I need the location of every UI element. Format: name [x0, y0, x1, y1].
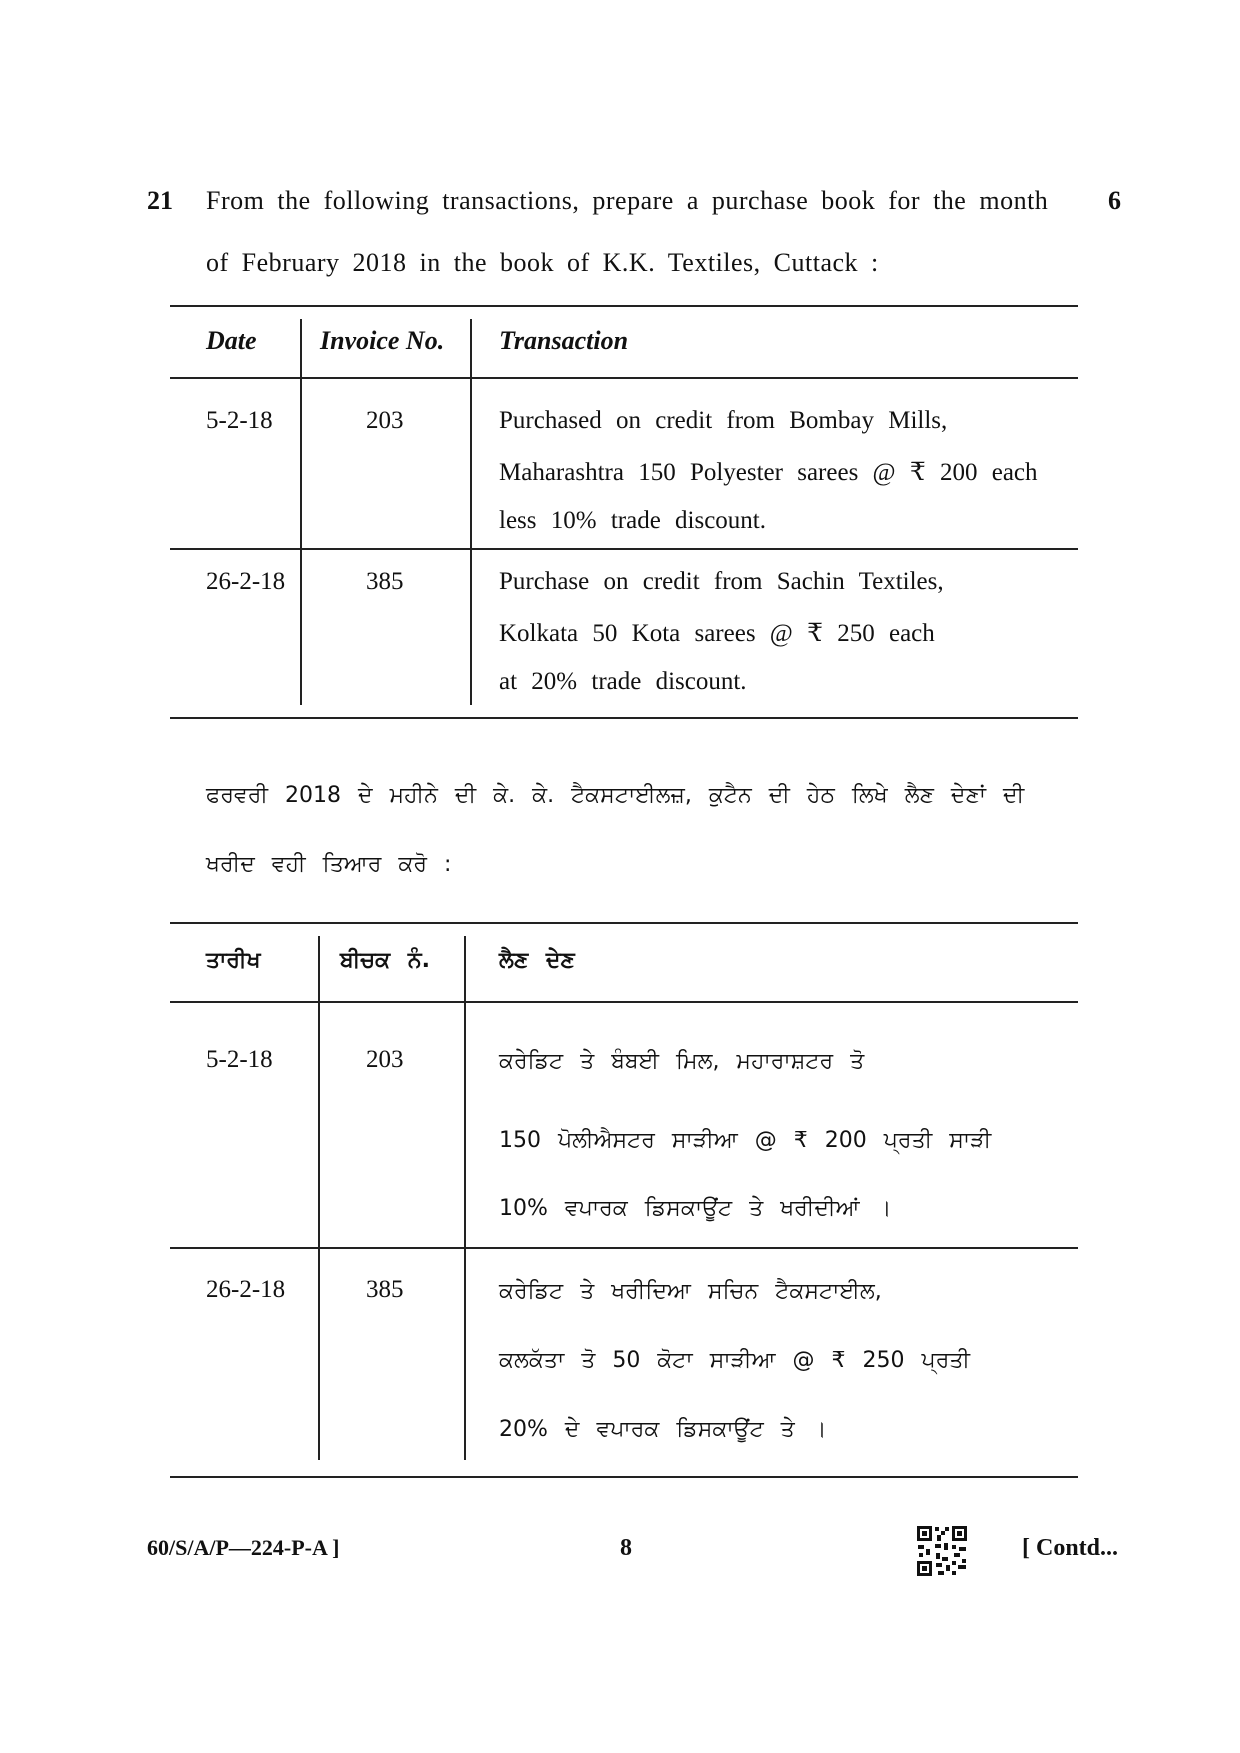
punjabi-question-line-2: ਖਰੀਦ ਵਹੀ ਤਿਆਰ ਕਰੋ :: [206, 852, 452, 877]
table-column-divider: [300, 319, 302, 705]
punjabi-question-line-1: ਫਰਵਰੀ 2018 ਦੇ ਮਹੀਨੇ ਦੀ ਕੇ. ਕੇ. ਟੈਕਸਟਾਈਲਜ਼, ਕੁਟੈਨ ਦੀ ਹੇਠ ਲਿਖੇ ਲੈਣ ਦੇਣਾਂ ਦੀ: [206, 783, 1025, 808]
row-invoice: 203: [366, 1046, 404, 1073]
table-rule: [170, 717, 1078, 719]
row-invoice: 385: [366, 568, 404, 595]
row-transaction-line: at 20% trade discount.: [499, 668, 747, 695]
row-date: 5-2-18: [206, 407, 273, 434]
header-transaction-pa: ਲੈਣ ਦੇਣ: [499, 948, 575, 973]
table-rule: [170, 377, 1078, 379]
paper-code: 60/S/A/P—224-P-A ]: [147, 1535, 340, 1560]
header-transaction: Transaction: [499, 326, 629, 355]
table-column-divider: [470, 319, 472, 705]
question-marks: 6: [1108, 186, 1121, 215]
page-number: 8: [620, 1535, 632, 1561]
continued-label: [ Contd...: [1022, 1535, 1119, 1561]
row-transaction-line: Kolkata 50 Kota sarees @ ₹ 250 each: [499, 620, 935, 647]
header-date-pa: ਤਾਰੀਖ: [206, 948, 261, 973]
table-column-divider: [318, 936, 320, 1460]
row-transaction-line: 20% ਦੇ ਵਪਾਰਕ ਡਿਸਕਾਊਂਟ ਤੇ ।: [499, 1417, 827, 1442]
table-rule: [170, 548, 1078, 550]
row-transaction-line: 10% ਵਪਾਰਕ ਡਿਸਕਾਊਂਟ ਤੇ ਖਰੀਦੀਆਂ ।: [499, 1196, 892, 1221]
header-date: Date: [206, 326, 257, 355]
header-invoice-no: Invoice No.: [320, 326, 445, 355]
header-invoice-no-pa: ਬੀਚਕ ਨੰ.: [340, 948, 430, 973]
row-transaction-line: Purchase on credit from Sachin Textiles,: [499, 568, 944, 595]
row-date: 5-2-18: [206, 1046, 273, 1073]
row-date: 26-2-18: [206, 1276, 286, 1303]
row-transaction-line: ਕਰੇਡਿਟ ਤੇ ਖਰੀਦਿਆ ਸਚਿਨ ਟੈਕਸਟਾਈਲ,: [499, 1279, 882, 1304]
question-text-line-1: From the following transactions, prepare a purchase book for the month: [206, 186, 1049, 215]
row-transaction-line: ਕਰੇਡਿਟ ਤੇ ਬੰਬਈ ਮਿਲ, ਮਹਾਰਾਸ਼ਟਰ ਤੋ: [499, 1049, 865, 1074]
table-rule: [170, 305, 1078, 307]
question-text-line-2: of February 2018 in the book of K.K. Textiles, Cuttack :: [206, 248, 879, 277]
table-rule: [170, 922, 1078, 924]
question-number: 21: [147, 186, 173, 215]
table-column-divider: [464, 936, 466, 1460]
row-date: 26-2-18: [206, 568, 286, 595]
row-transaction-line: less 10% trade discount.: [499, 507, 767, 534]
row-transaction-line: 150 ਪੋਲੀਐਸਟਰ ਸਾੜੀਆ @ ₹ 200 ਪ੍ਰਤੀ ਸਾੜੀ: [499, 1128, 992, 1153]
table-rule: [170, 1476, 1078, 1478]
table-rule: [170, 1001, 1078, 1003]
table-rule: [170, 1247, 1078, 1249]
row-transaction-line: Purchased on credit from Bombay Mills,: [499, 407, 948, 434]
row-invoice: 385: [366, 1276, 404, 1303]
row-invoice: 203: [366, 407, 404, 434]
qr-code-icon: [916, 1525, 968, 1577]
row-transaction-line: ਕਲਕੱਤਾ ਤੋ 50 ਕੋਟਾ ਸਾੜੀਆ @ ₹ 250 ਪ੍ਰਤੀ: [499, 1348, 971, 1373]
row-transaction-line: Maharashtra 150 Polyester sarees @ ₹ 200 each: [499, 459, 1038, 486]
